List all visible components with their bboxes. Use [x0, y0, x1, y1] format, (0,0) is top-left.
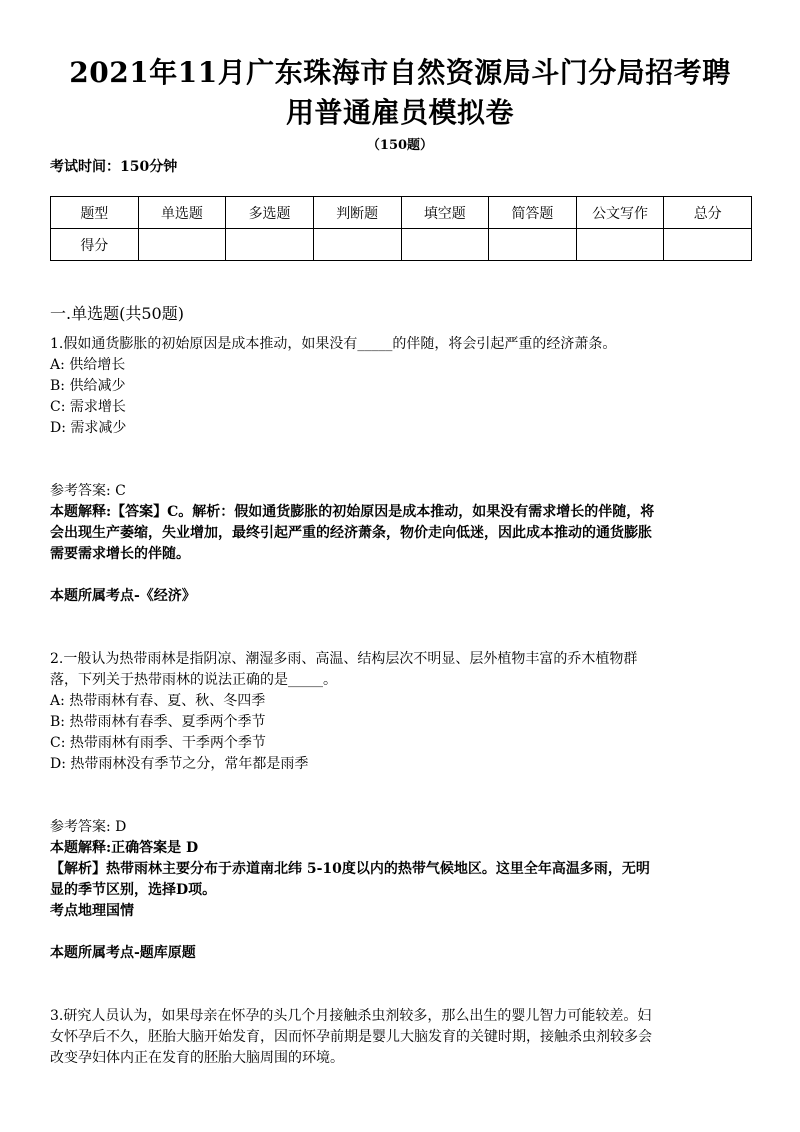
score-table [50, 196, 752, 261]
q2-option-b: B: 热带雨林有春季、夏季两个季节 [50, 714, 266, 730]
q2-explain-line: 显的季节区别，选择D项。 [50, 882, 217, 898]
q2-option-c: C: 热带雨林有雨季、干季两个季节 [50, 735, 266, 751]
exam-time: 考试时间：150分钟 [50, 159, 178, 175]
header-cell: 简答题 [489, 197, 577, 229]
q3-stem-line: 改变孕妇体内正在发育的胚胎大脑周围的环境。 [50, 1050, 344, 1066]
q2-option-a: A: 热带雨林有春、夏、秋、冬四季 [50, 693, 266, 709]
q2-explanation [50, 859, 755, 901]
score-cell [664, 229, 752, 261]
q2-stem [50, 649, 755, 691]
score-cell [138, 229, 226, 261]
header-cell: 题型 [51, 197, 139, 229]
score-table-score-row [51, 229, 752, 261]
question-count: （150题） [366, 138, 434, 153]
title-line-2: 用普通雇员模拟卷 [285, 96, 514, 129]
q1-answer: 参考答案: C [50, 483, 126, 499]
title-line-1: 2021年11月广东珠海市自然资源局斗门分局招考聘 [69, 56, 731, 89]
q2-point: 考点地理国情 [50, 903, 134, 919]
score-table-header-row [51, 197, 752, 229]
q1-option-c: C: 需求增长 [50, 399, 126, 415]
q2-explain-label: 本题解释:正确答案是 D [50, 840, 199, 856]
header-cell: 公文写作 [576, 197, 664, 229]
header-cell: 单选题 [138, 197, 226, 229]
q1-option-a: A: 供给增长 [50, 357, 126, 373]
q2-explain-line: 【解析】热带雨林主要分布于赤道南北纬 5-10度以内的热带气候地区。这里全年高温多雨，无明 [50, 861, 650, 877]
score-cell [401, 229, 489, 261]
q3-stem-line: 女怀孕后不久，胚胎大脑开始发育，因而怀孕前期是婴儿大脑发育的关键时期，接触杀虫剂较多会 [50, 1029, 652, 1045]
header-cell: 判断题 [313, 197, 401, 229]
q2-topic: 本题所属考点-题库原题 [50, 945, 196, 961]
header-cell: 多选题 [226, 197, 314, 229]
q1-explain-line: 本题解释:【答案】C。解析：假如通货膨胀的初始原因是成本推动，如果没有需求增长的伴随，将 [50, 504, 655, 520]
score-cell [313, 229, 401, 261]
q2-stem-line: 落，下列关于热带雨林的说法正确的是_____。 [50, 672, 337, 688]
q2-stem-line: 2.一般认为热带雨林是指阴凉、潮湿多雨、高温、结构层次不明显、层外植物丰富的乔木植物群 [50, 651, 638, 667]
q1-stem: 1.假如通货膨胀的初始原因是成本推动，如果没有_____的伴随，将会引起严重的经济萧条。 [50, 336, 617, 352]
q1-explanation [50, 502, 755, 565]
section-title: 一.单选题(共50题) [50, 304, 184, 323]
q1-explain-line: 需要需求增长的伴随。 [50, 546, 190, 562]
q3-stem [50, 1006, 755, 1069]
header-cell: 填空题 [401, 197, 489, 229]
q1-option-d: D: 需求减少 [50, 420, 127, 436]
score-cell [489, 229, 577, 261]
q2-answer: 参考答案: D [50, 819, 127, 835]
q1-explain-line: 会出现生产萎缩，失业增加，最终引起严重的经济萧条，物价走向低迷，因此成本推动的通货膨胀 [50, 525, 652, 541]
score-cell [576, 229, 664, 261]
q2-option-d: D: 热带雨林没有季节之分，常年都是雨季 [50, 756, 309, 772]
q3-stem-line: 3.研究人员认为，如果母亲在怀孕的头几个月接触杀虫剂较多，那么出生的婴儿智力可能较差。妇 [50, 1008, 652, 1024]
q1-topic: 本题所属考点-《经济》 [50, 588, 196, 604]
header-cell: 总分 [664, 197, 752, 229]
q1-option-b: B: 供给减少 [50, 378, 126, 394]
row-label-cell: 得分 [51, 229, 139, 261]
score-cell [226, 229, 314, 261]
